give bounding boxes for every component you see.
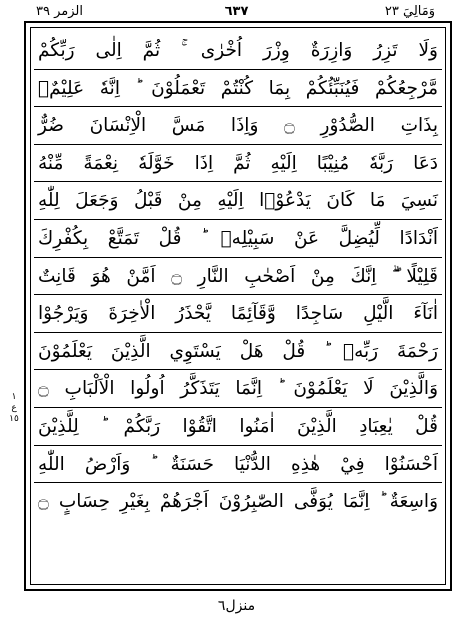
text-line: اَحْسَنُوْا فِيْ هٰذِهِ الدُّنْيَا حَسَنَةٌ ؕ وَاَرْضُ اللّٰهِ <box>34 446 442 484</box>
text-line: نَسِيَ مَا كَانَ يَدْعُوْۤا اِلَيْهِ مِنْ قَبْلُ وَجَعَلَ لِلّٰهِ <box>34 182 442 220</box>
ruku-marker-part: ١٥ <box>9 414 19 424</box>
juz-name: وَمَالِيَ ٢٣ <box>384 4 435 19</box>
surah-name: الزمر ٣٩ <box>36 4 83 19</box>
text-block <box>34 32 442 521</box>
text-line: مَّرْجِعُكُمْ فَيُنَبِّئُكُمْ بِمَا كُنْتُمْ تَعْمَلُوْنَ ؕ اِنَّهٗ عَلِيْمٌۢ <box>34 70 442 108</box>
text-line: قَلِيْلًا ۖۗ اِنَّكَ مِنْ اَصْحٰبِ النَّارِ ۝ اَمَّنْ هُوَ قَانِتٌ <box>34 258 442 296</box>
text-line: وَاسِعَةٌ ؕ اِنَّمَا يُوَفَّى الصّٰبِرُوْنَ اَجْرَهُمْ بِغَيْرِ حِسَابٍ ۝ <box>38 491 438 513</box>
text-line: رَحْمَةَ رَبِّهٖ ؕ قُلْ هَلْ يَسْتَوِي الَّذِيْنَ يَعْلَمُوْنَ <box>34 333 442 371</box>
text-line: بِذَاتِ الصُّدُوْرِ ۝ وَاِذَا مَسَّ الْاِنْسَانَ ضُرٌّ <box>34 107 442 145</box>
text-line: دَعَا رَبَّهٗ مُنِيْبًا اِلَيْهِ ثُمَّ اِذَا خَوَّلَهٗ نِعْمَةً مِّنْهُ <box>34 145 442 183</box>
page-number: ٦٣٧ <box>224 4 249 19</box>
manzil-footer: منزل٦ <box>217 598 256 614</box>
text-line: اٰنَآءَ الَّيْلِ سَاجِدًا وَّقَآئِمًا يَّحْذَرُ الْاٰخِرَةَ وَيَرْجُوْا <box>34 295 442 333</box>
ruku-marker-part: ١ <box>11 392 17 402</box>
text-line: قُلْ يٰعِبَادِ الَّذِيْنَ اٰمَنُوا اتَّقُوْا رَبَّكُمْ ؕ لِلَّذِيْنَ <box>34 408 442 446</box>
ruku-marker <box>6 392 22 425</box>
ruku-marker-part: ع <box>11 403 17 413</box>
text-line: وَالَّذِيْنَ لَا يَعْلَمُوْنَ ؕ اِنَّمَا يَتَذَكَّرُ اُولُوا الْاَلْبَابِ ۝ <box>34 370 442 408</box>
text-line: اَنْدَادًا لِّيُضِلَّ عَنْ سَبِيْلِهٖ ؕ قُلْ تَمَتَّعْ بِكُفْرِكَ <box>34 220 442 258</box>
text-line: وَلَا تَزِرُ وَازِرَةٌ وِزْرَ اُخْرٰى ۚ ثُمَّ اِلٰى رَبِّكُمْ <box>34 32 442 70</box>
